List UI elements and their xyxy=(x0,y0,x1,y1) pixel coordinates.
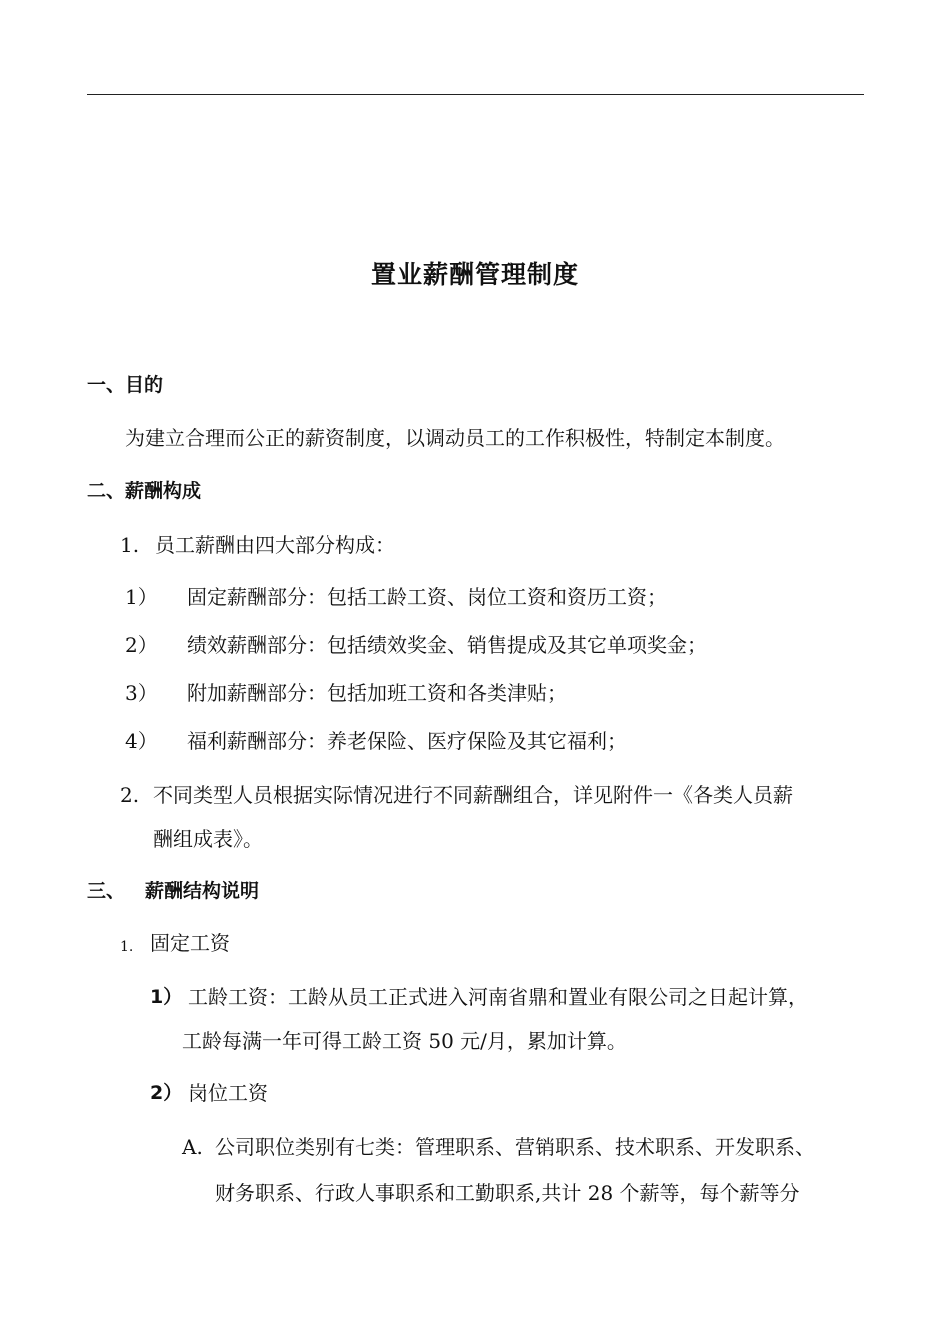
point-text-line1: 公司职位类别有七类：管理职系、营销职系、技术职系、开发职系、 xyxy=(215,1135,815,1159)
section-heading-structure-number: 三、 xyxy=(87,880,126,902)
sub-item-text: 固定薪酬部分：包括工龄工资、岗位工资和资历工资； xyxy=(187,585,667,609)
list-item-text: 固定工资 xyxy=(150,931,230,955)
list-item-text-line1: 不同类型人员根据实际情况进行不同薪酬组合，详见附件一《各类人员薪 xyxy=(153,783,793,807)
sub-item-number: 1） xyxy=(125,585,158,609)
section-heading-structure: 薪酬结构说明 xyxy=(145,880,260,902)
point-text-line2: 财务职系、行政人事职系和工勤职系,共计 28 个薪等，每个薪等分 xyxy=(215,1181,800,1205)
point-letter: A. xyxy=(182,1135,203,1159)
sub-item-text-line2: 工龄每满一年可得工龄工资 50 元/月，累加计算。 xyxy=(182,1029,627,1053)
header-rule xyxy=(87,94,864,95)
sub-item-number: 1） xyxy=(150,986,183,1008)
purpose-paragraph: 为建立合理而公正的薪资制度，以调动员工的工作积极性，特制定本制度。 xyxy=(125,426,785,450)
section-heading-composition: 二、薪酬构成 xyxy=(87,480,202,502)
list-item-number: 1. xyxy=(120,939,134,955)
list-item-text-line2: 酬组成表》。 xyxy=(153,827,263,851)
sub-item-text: 岗位工资 xyxy=(188,1081,268,1105)
sub-item-number: 2） xyxy=(125,633,158,657)
list-item-text: 员工薪酬由四大部分构成： xyxy=(155,533,395,557)
sub-item-text: 福利薪酬部分：养老保险、医疗保险及其它福利； xyxy=(187,729,627,753)
sub-item-text-line1: 工龄工资：工龄从员工正式进入河南省鼎和置业有限公司之日起计算， xyxy=(188,985,808,1009)
sub-item-number: 2） xyxy=(150,1082,183,1104)
document-title: 置业薪酬管理制度 xyxy=(370,260,579,289)
list-item-number: 2. xyxy=(120,783,140,807)
sub-item-text: 绩效薪酬部分：包括绩效奖金、销售提成及其它单项奖金； xyxy=(187,633,707,657)
sub-item-number: 3） xyxy=(125,681,158,705)
list-item-number: 1. xyxy=(120,533,140,557)
sub-item-number: 4） xyxy=(125,729,158,753)
section-heading-purpose: 一、目的 xyxy=(87,374,164,396)
sub-item-text: 附加薪酬部分：包括加班工资和各类津贴； xyxy=(187,681,567,705)
